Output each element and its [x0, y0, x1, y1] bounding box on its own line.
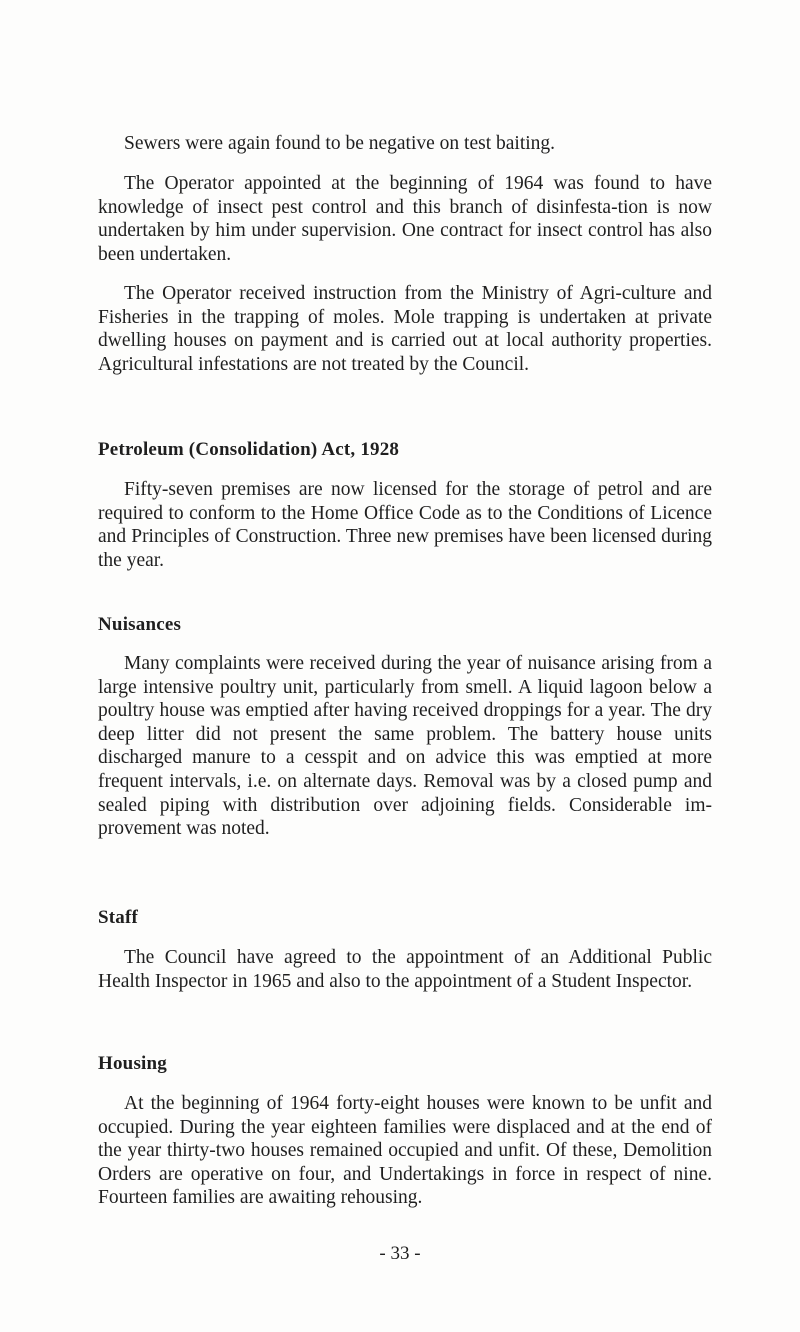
petroleum-body: Fifty-seven premises are now licensed for the storage of petrol and are required to conform to the Home Office Code as to the Conditions of Licence and Principles of Construction. Three new premises have been licensed during the year. [98, 479, 712, 571]
housing-heading: Housing [98, 1053, 167, 1074]
housing-body: At the beginning of 1964 forty-eight houses were known to be unfit and occupied. During the year eighteen families were displaced and at the end of the year thirty-two houses remained occupied and unfit. Of these, Demolition Orders are operative on four, and Undertakings in force in respect of nine. Fourteen families are awaiting rehousing. [98, 1093, 712, 1209]
petroleum-section [98, 438, 712, 461]
staff-body: The Council have agreed to the appointment of an Additional Public Health Inspector in 1965 and also to the appointment of a Student Inspector. [98, 947, 712, 992]
staff-section [98, 906, 712, 929]
housing-section [98, 1052, 712, 1075]
staff-heading: Staff [98, 907, 139, 928]
petroleum-heading: Petroleum (Consolidation) Act, 1928 [98, 439, 400, 460]
page-number: - 33 - [379, 1243, 421, 1264]
petroleum-body-block [98, 478, 712, 572]
sewers-paragraph-block [98, 132, 712, 156]
sewers-paragraph: Sewers were again found to be negative on test baiting. [124, 133, 556, 154]
housing-body-block [98, 1092, 712, 1210]
operator-paragraph-block-2 [98, 282, 712, 376]
operator-paragraph-2: The Operator received instruction from the Ministry of Agri-culture and Fisheries in the trapping of moles. Mole trapping is undertaken at private dwelling houses on payment and is carried out at local authority properties. Agricultural infestations are not treated by the Council. [98, 283, 712, 375]
nuisances-body: Many complaints were received during the year of nuisance arising from a large intensive poultry unit, particularly from smell. A liquid lagoon below a poultry house was emptied after having received droppings for a year. The dry deep litter did not present the same problem. The battery house units discharged manure to a cesspit and on advice this was emptied at more frequent intervals, i.e. on alternate days. Removal was by a closed pump and sealed piping with distribution over adjoining fields. Considerable im-provement was noted. [98, 653, 712, 840]
operator-paragraph-1: The Operator appointed at the beginning of 1964 was found to have knowledge of insect pest control and this branch of disinfesta-tion is now undertaken by him under supervision. One contract for insect control has also been undertaken. [98, 173, 712, 265]
nuisances-section [98, 613, 712, 636]
operator-paragraph-block-1 [98, 172, 712, 266]
nuisances-heading: Nuisances [98, 614, 182, 635]
staff-body-block [98, 946, 712, 993]
nuisances-body-block [98, 652, 712, 841]
